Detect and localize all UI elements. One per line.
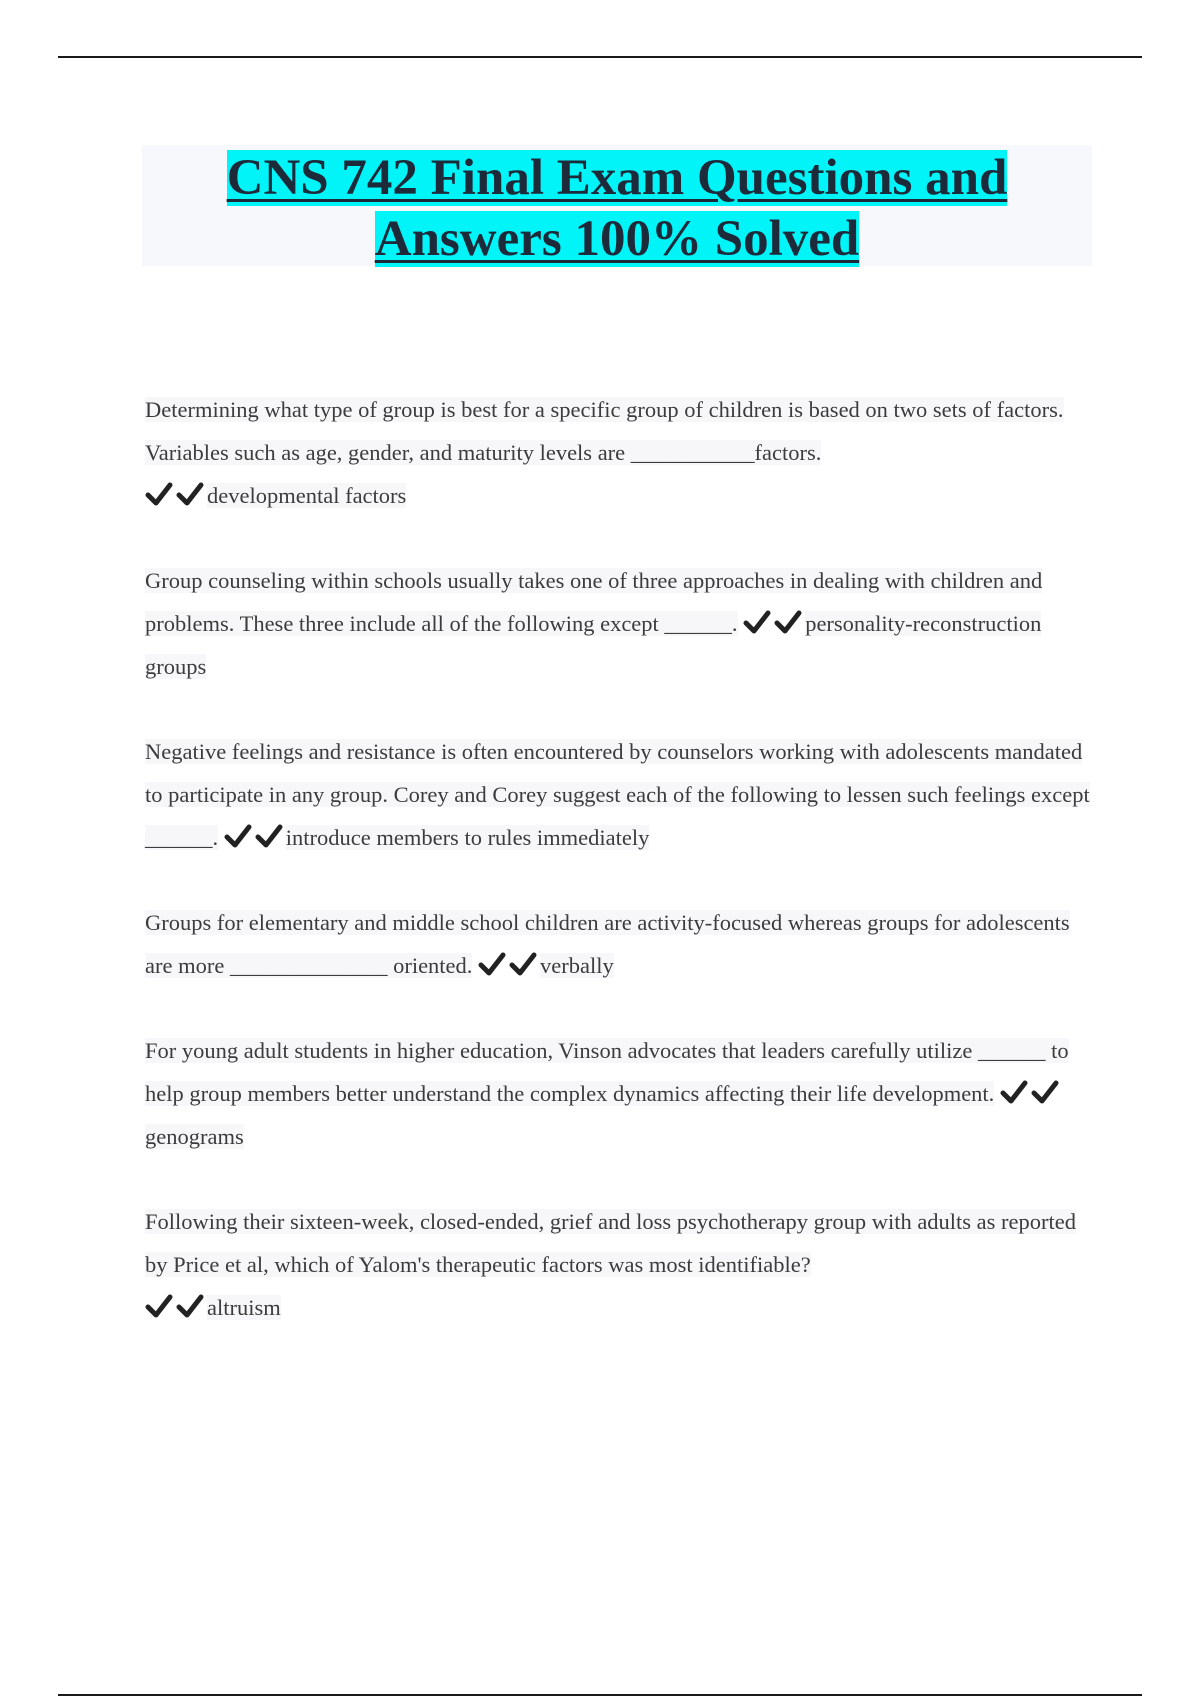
footer-rule xyxy=(58,1694,1142,1696)
double-checkmark-icon xyxy=(224,823,284,849)
double-checkmark-icon xyxy=(743,609,803,635)
qa-item-1 xyxy=(145,388,1090,517)
title-block xyxy=(142,145,1092,266)
qa-item-3 xyxy=(145,730,1090,859)
qa-list xyxy=(145,388,1090,1371)
question-text: Group counseling within schools usually takes one of three approaches in dealing with children and problems. These three include all of the following except ______. xyxy=(145,568,1043,636)
qa-item-6 xyxy=(145,1200,1090,1329)
question-text: Negative feelings and resistance is often encountered by counselors working with adolescents mandated to participate in any group. Corey and Corey suggest each of the following to lessen such feelings except ______. xyxy=(145,739,1090,850)
answer-text: verbally xyxy=(540,953,614,978)
double-checkmark-icon xyxy=(145,1293,205,1319)
qa-item-4 xyxy=(145,901,1090,987)
question-text: Determining what type of group is best for a specific group of children is based on two sets of factors. Variables such as age, gender, and maturity levels are ___________factors. xyxy=(145,397,1064,465)
header-rule xyxy=(58,56,1142,58)
double-checkmark-icon xyxy=(1000,1079,1060,1105)
answer-text: introduce members to rules immediately xyxy=(285,825,650,850)
qa-item-5 xyxy=(145,1029,1090,1158)
answer-text: genograms xyxy=(145,1124,244,1149)
answer-text: personality-reconstruction groups xyxy=(145,611,1042,679)
double-checkmark-icon xyxy=(145,481,205,507)
question-text: For young adult students in higher education, Vinson advocates that leaders carefully utilize ______ to help group members better understand the complex dynamics affecting their life development. xyxy=(145,1038,1069,1106)
double-checkmark-icon xyxy=(478,951,538,977)
document-title-line-1: CNS 742 Final Exam Questions and xyxy=(226,150,1008,206)
answer-text: altruism xyxy=(207,1295,281,1320)
question-text: Following their sixteen-week, closed-ended, grief and loss psychotherapy group with adults as reported by Price et al, which of Yalom's therapeutic factors was most identifiable? xyxy=(145,1209,1077,1277)
question-text: Groups for elementary and middle school children are activity-focused whereas groups for adolescents are more ______________ oriented. xyxy=(145,910,1070,978)
answer-text: developmental factors xyxy=(207,483,407,508)
document-title xyxy=(142,145,1092,270)
document-title-line-2: Answers 100% Solved xyxy=(374,211,860,267)
qa-item-2 xyxy=(145,559,1090,688)
